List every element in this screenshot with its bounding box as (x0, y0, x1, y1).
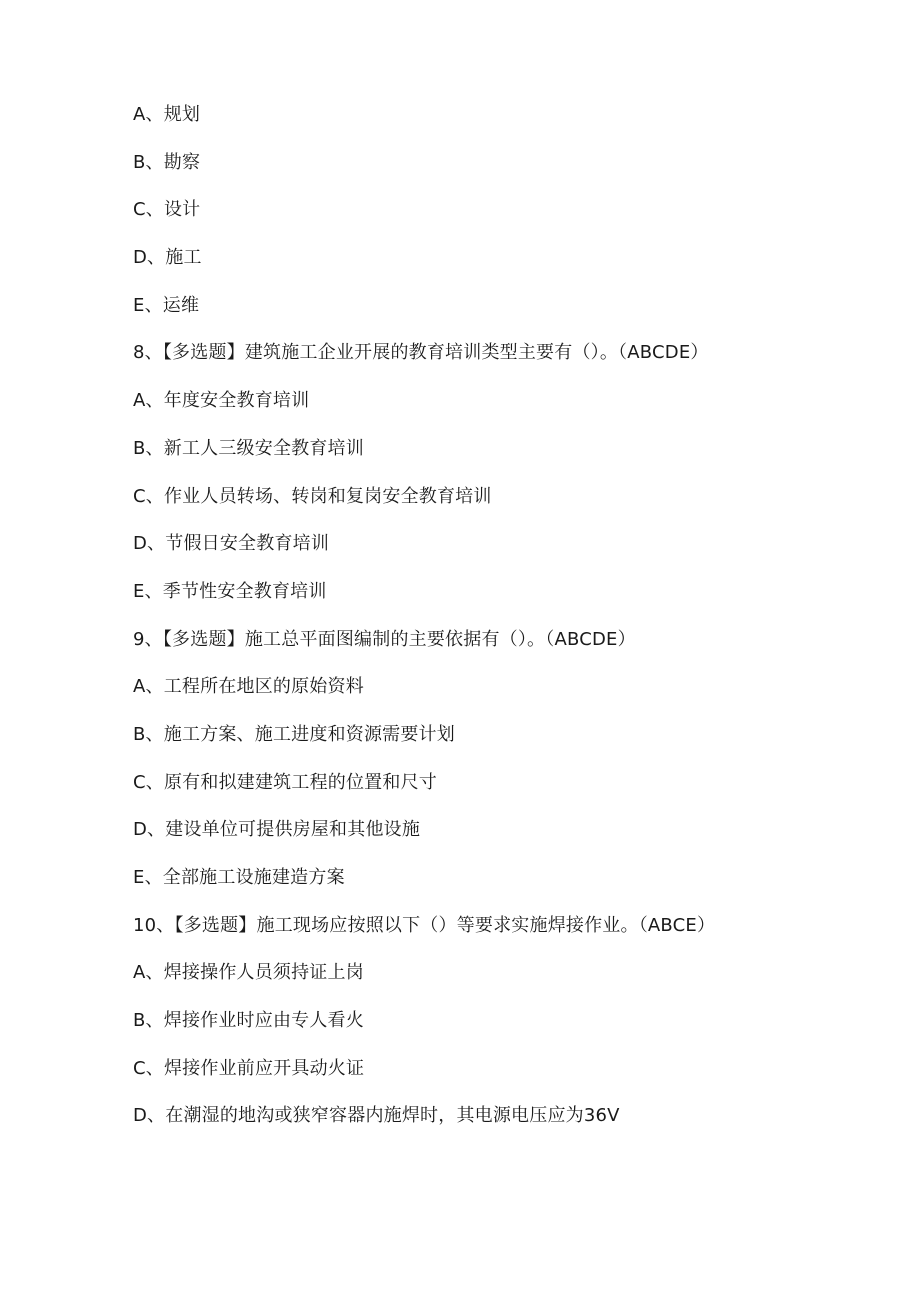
question-10: 10、【多选题】施工现场应按照以下（）等要求实施焊接作业。（ABCE） (133, 914, 716, 936)
question-9-option-a: A、工程所在地区的原始资料 (133, 676, 364, 698)
question-9-option-c: C、原有和拟建建筑工程的位置和尺寸 (133, 771, 437, 793)
question-10-option-a: A、焊接操作人员须持证上岗 (133, 962, 364, 984)
question-8-option-e: E、季节性安全教育培训 (133, 580, 327, 602)
document-page (133, 100, 873, 1149)
question-8-option-b: B、新工人三级安全教育培训 (133, 437, 364, 459)
question-10-option-d: D、在潮湿的地沟或狭窄容器内施焊时，其电源电压应为36V (133, 1105, 620, 1127)
question-10-option-b: B、焊接作业时应由专人看火 (133, 1010, 364, 1032)
question-8-option-d: D、节假日安全教育培训 (133, 533, 330, 555)
question-9-option-d: D、建设单位可提供房屋和其他设施 (133, 819, 421, 841)
question-9-option-b: B、施工方案、施工进度和资源需要计划 (133, 723, 455, 745)
option-d: D、施工 (133, 247, 202, 269)
option-a: A、规划 (133, 104, 201, 125)
option-e: E、运维 (133, 294, 200, 316)
question-9-option-e: E、全部施工设施建造方案 (133, 867, 345, 888)
question-8-option-a: A、年度安全教育培训 (133, 390, 310, 412)
question-8: 8、【多选题】建筑施工企业开展的教育培训类型主要有（）。（ABCDE） (133, 342, 709, 364)
question-9: 9、【多选题】施工总平面图编制的主要依据有（）。（ABCDE） (133, 628, 636, 650)
question-8-option-c: C、作业人员转场、转岗和复岗安全教育培训 (133, 485, 492, 507)
question-10-option-c: C、焊接作业前应开具动火证 (133, 1057, 365, 1079)
option-b: B、勘察 (133, 151, 201, 173)
option-c: C、设计 (133, 199, 201, 221)
